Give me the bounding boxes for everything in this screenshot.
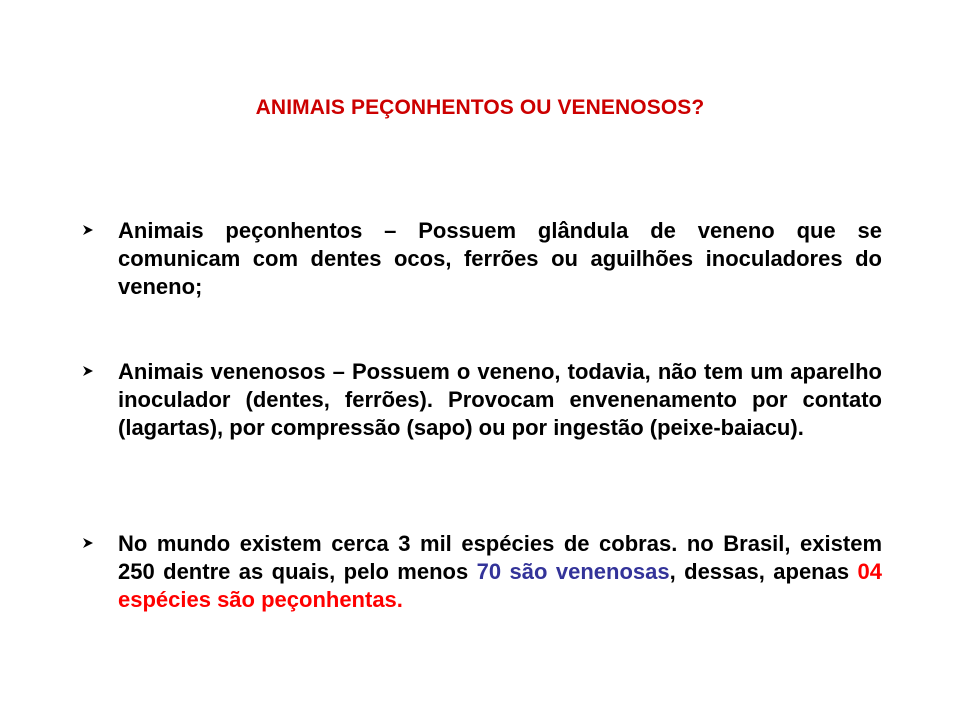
- bullet-item-especies-cobras: [82, 530, 882, 614]
- slide-title: ANIMAIS PEÇONHENTOS OU VENENOSOS?: [255, 96, 705, 119]
- arrowhead-bullet-icon: [82, 223, 94, 235]
- highlight-red-text: 04 espécies são peçonhentas.: [118, 559, 882, 612]
- bullet-text: Animais peçonhentos – Possuem glândula de veneno que se comunicam com dentes ocos, ferrões ou aguilhões inoculadores do veneno;: [118, 218, 882, 299]
- arrowhead-bullet-icon: [82, 536, 94, 548]
- bullet-text: Animais venenosos – Possuem o veneno, todavia, não tem um aparelho inoculador (dentes, ferrões). Provocam envenenamento por contato (lagartas), por compressão (sapo) ou por ingestão (peixe-baiacu).: [118, 359, 882, 440]
- bullet-item-venenosos: [82, 358, 882, 442]
- arrowhead-bullet-icon: [82, 364, 94, 376]
- highlight-blue-text: 70 são venenosas: [476, 559, 670, 584]
- bullet-text-middle: , dessas, apenas: [669, 559, 858, 584]
- bullet-text-start: No mundo existem cerca 3 mil espécies de cobras. no Brasil, existem 250 dentre as quais, pelo menos: [118, 531, 882, 584]
- bullet-text: [118, 530, 882, 614]
- bullet-item-peconhentos: [82, 217, 882, 301]
